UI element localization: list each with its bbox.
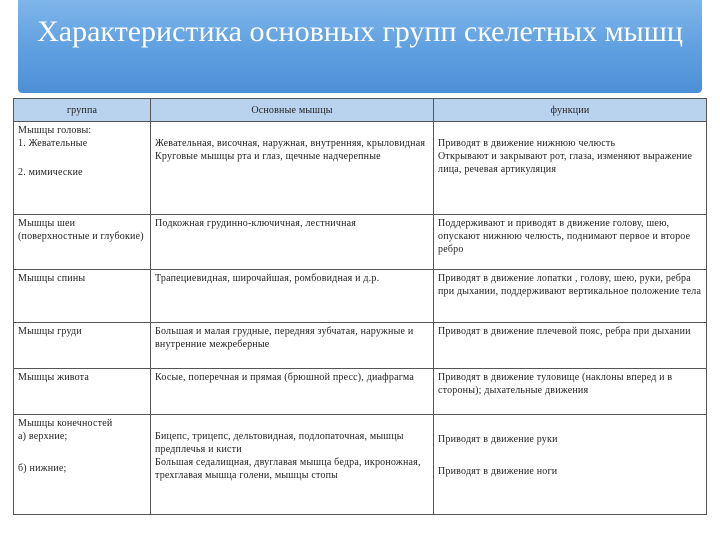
functions-text: Приводят в движение плечевой пояс, ребра при дыхании [438, 326, 691, 337]
muscles-text: Большая и малая грудные, передняя зубчатая, наружные и внутренние межреберные [155, 326, 414, 350]
group-cell [14, 369, 151, 415]
column-header-group: группа [14, 99, 151, 122]
functions-text: Приводят в движение лопатки , голову, шею, руки, ребра при дыхании, поддерживают вертикальное положение тела [438, 273, 702, 297]
functions-text: Приводят в движение ноги [438, 466, 558, 477]
group-cell [14, 215, 151, 270]
functions-cell [434, 215, 707, 270]
muscles-text: Жевательная, височная, наружная, внутренняя, крыловидная [155, 138, 426, 149]
group-label: Мышцы груди [18, 326, 82, 337]
functions-cell [434, 369, 707, 415]
functions-cell [434, 270, 707, 323]
group-sub-label: 1. Жевательные [18, 138, 88, 149]
muscles-text: Большая седалищная, двуглавая мышца бедра, икроножная, трехглавая мышца голени, мышцы стопы [155, 457, 421, 481]
muscles-text: Бицепс, трицепс, дельтовидная, подлопаточная, мышцы предплечья и кисти [155, 431, 404, 455]
functions-cell [434, 415, 707, 515]
functions-text: Приводят в движение туловище (наклоны вперед и в стороны); дыхательные движения [438, 372, 673, 396]
muscles-cell [151, 215, 434, 270]
column-header-muscles: Основные мышцы [151, 99, 434, 122]
table-row [14, 323, 707, 369]
muscles-text: Трапециевидная, широчайшая, ромбовидная и д.р. [155, 273, 380, 284]
muscles-text: Подкожная грудинно-ключичная, лестничная [155, 218, 357, 229]
group-cell [14, 122, 151, 215]
column-header-functions: функции [434, 99, 707, 122]
page-title: Характеристика основных групп скелетных мышц [37, 15, 683, 48]
group-label: Мышцы шеи (поверхностные и глубокие) [18, 218, 144, 242]
table-row [14, 415, 707, 515]
muscle-groups-table [13, 98, 707, 515]
muscles-cell [151, 122, 434, 215]
group-label: Мышцы головы: [18, 125, 92, 136]
functions-cell [434, 122, 707, 215]
functions-text: Поддерживают и приводят в движение голову, шею, опускают нижнюю челюсть, поднимают первое и второе ребро [438, 218, 691, 255]
functions-text: Приводят в движение руки [438, 434, 558, 445]
muscles-text: Косые, поперечная и прямая (брюшной пресс), диафрагма [155, 372, 414, 383]
muscles-cell [151, 415, 434, 515]
table-row [14, 122, 707, 215]
functions-cell [434, 323, 707, 369]
group-cell [14, 323, 151, 369]
muscles-text: Круговые мышцы рта и глаз, щечные надчерепные [155, 151, 381, 162]
group-label: Мышцы конечностей [18, 418, 113, 429]
muscles-cell [151, 270, 434, 323]
table-header-row [14, 99, 707, 122]
group-cell [14, 415, 151, 515]
table-row [14, 215, 707, 270]
functions-text: Открывают и закрывают рот, глаза, изменяют выражение лица, речевая артикуляция [438, 151, 693, 175]
functions-text: Приводят в движение нижнюю челюсть [438, 138, 616, 149]
group-label: Мышцы спины [18, 273, 86, 284]
group-sub-label: а) верхние; [18, 431, 68, 442]
group-label: Мышцы живота [18, 372, 89, 383]
muscles-cell [151, 369, 434, 415]
muscles-cell [151, 323, 434, 369]
table-row [14, 369, 707, 415]
table-row [14, 270, 707, 323]
group-sub-label: 2. мимические [18, 167, 83, 178]
group-cell [14, 270, 151, 323]
group-sub-label: б) нижние; [18, 463, 67, 474]
